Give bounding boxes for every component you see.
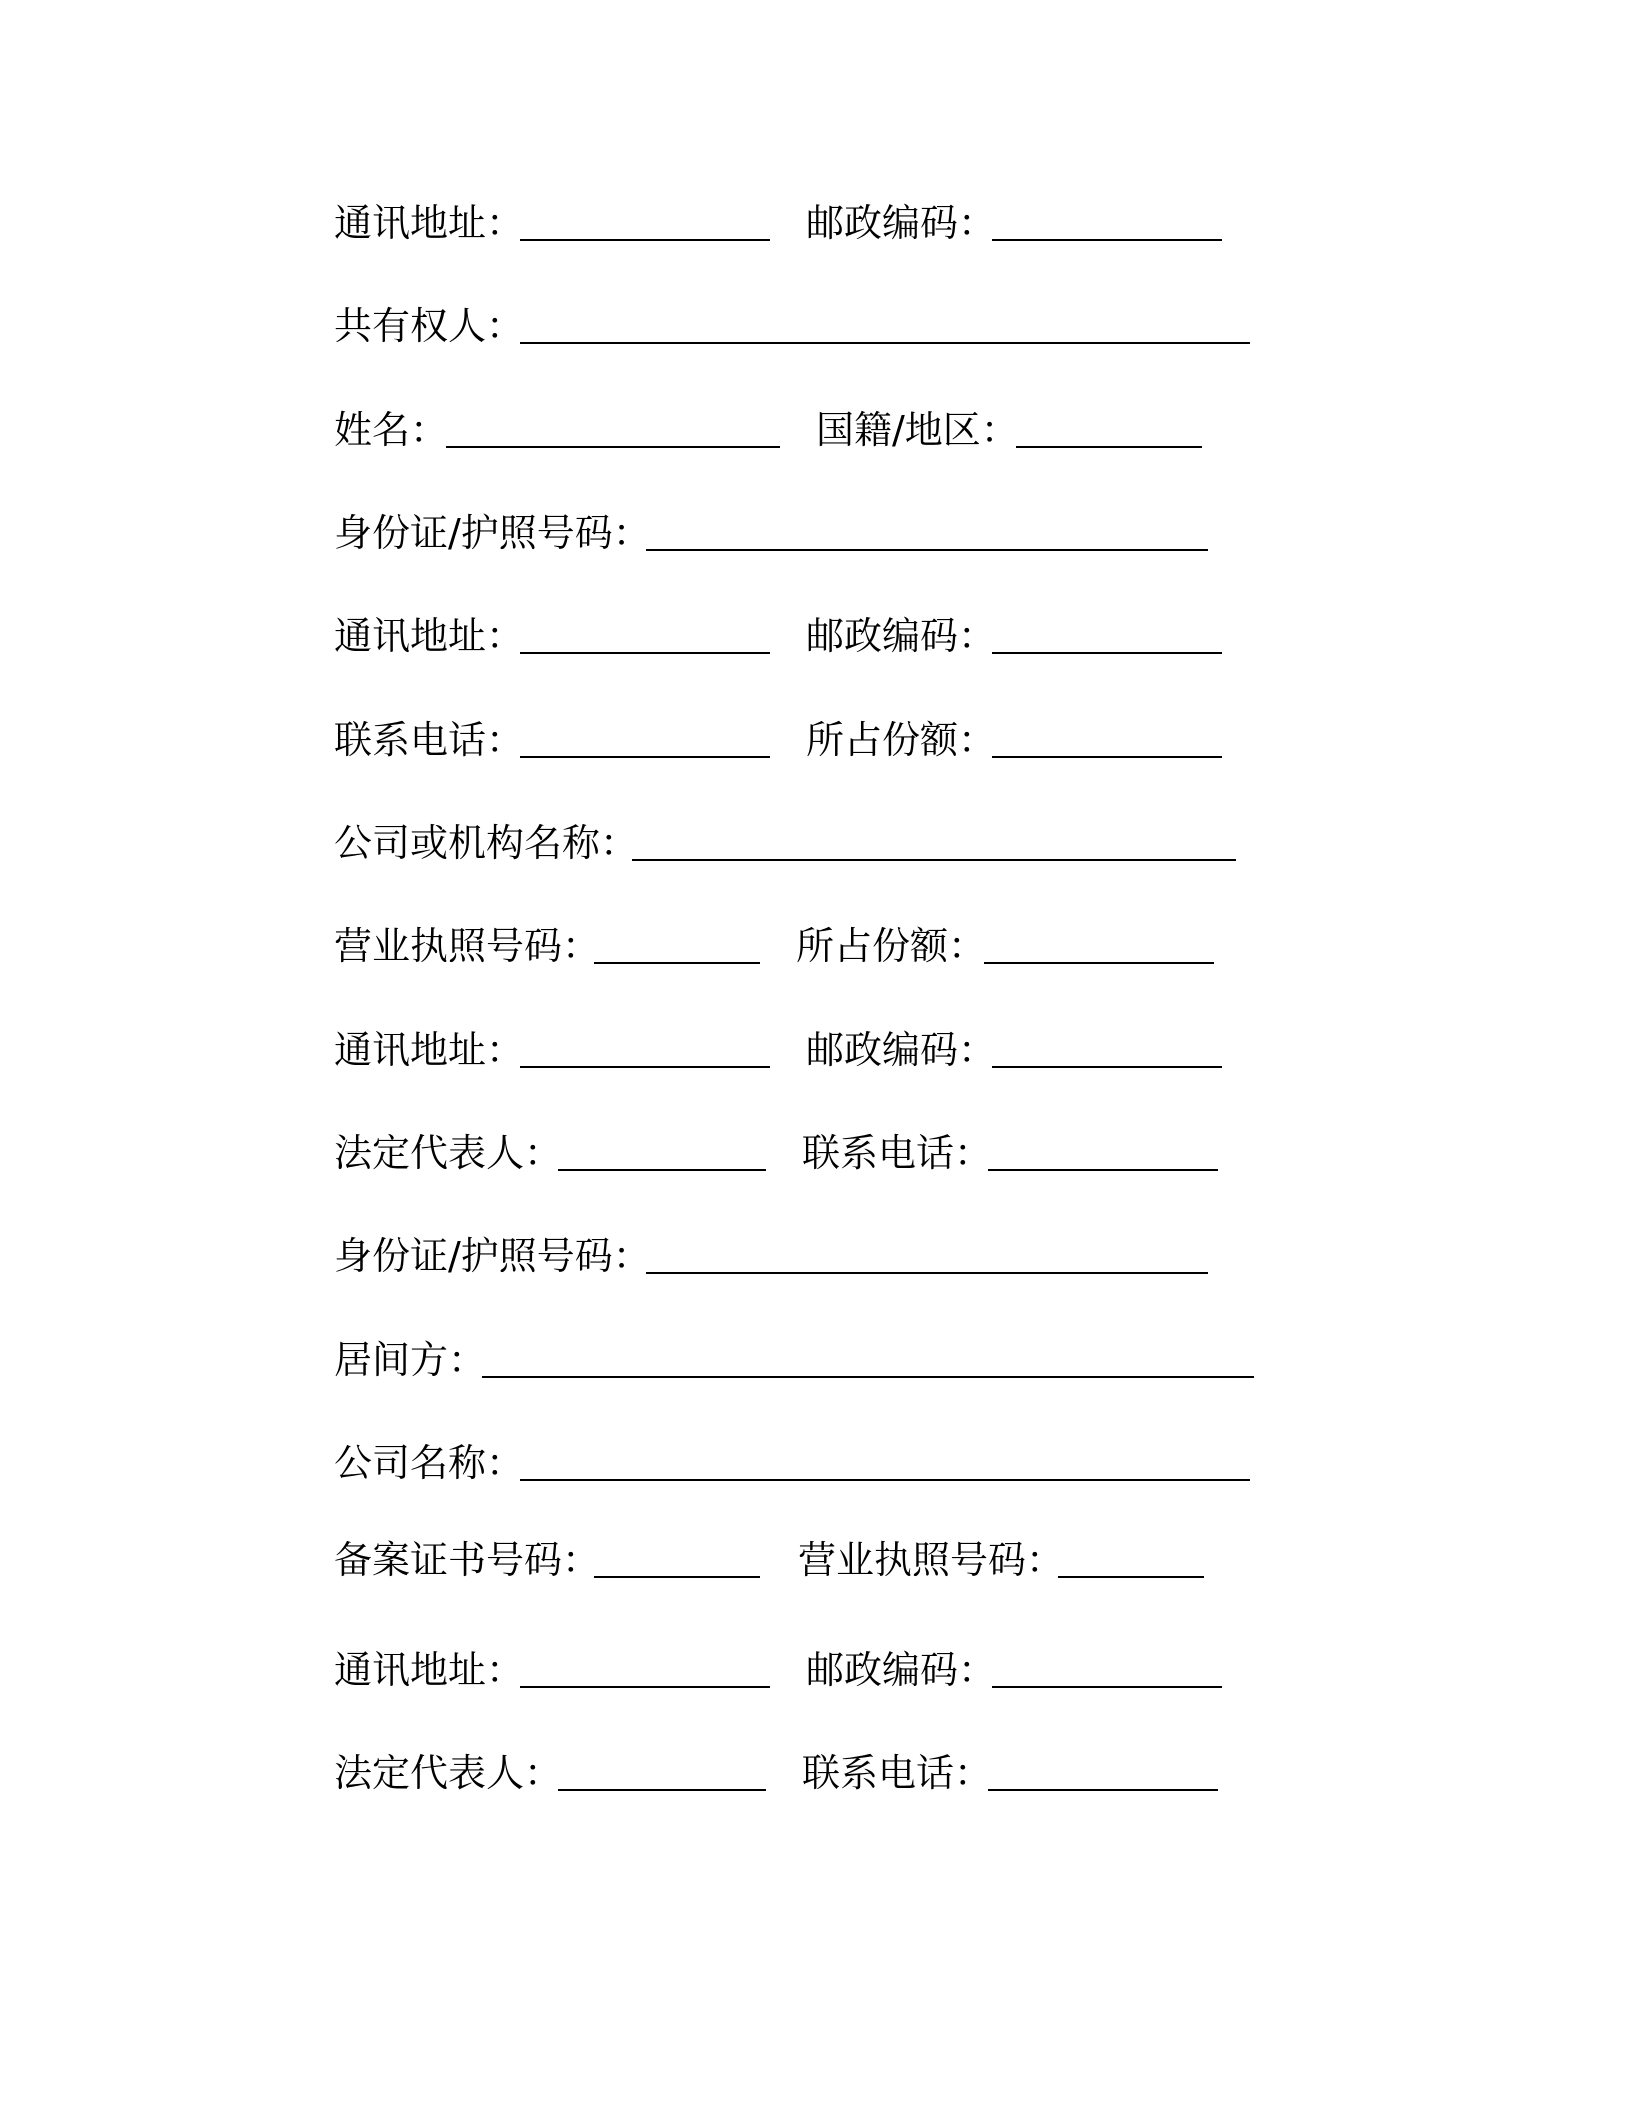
- field-label-legal-rep: 法定代表人：: [334, 1751, 563, 1795]
- field-label-business-license: 营业执照号码：: [798, 1538, 1065, 1582]
- form-row: [334, 712, 1334, 772]
- field-label-company-or-org: 公司或机构名称：: [334, 821, 639, 865]
- phone-blank[interactable]: [988, 1169, 1218, 1171]
- share-blank[interactable]: [984, 962, 1214, 964]
- field-label-address: 通讯地址：: [334, 614, 525, 658]
- field-label-phone: 联系电话：: [334, 718, 525, 762]
- address-blank[interactable]: [520, 1066, 770, 1068]
- address-blank[interactable]: [520, 1686, 770, 1688]
- postcode-blank[interactable]: [992, 1066, 1222, 1068]
- form-row: [334, 195, 1334, 255]
- form-row: [334, 608, 1334, 668]
- field-label-postcode: 邮政编码：: [806, 614, 997, 658]
- field-label-phone: 联系电话：: [802, 1751, 993, 1795]
- field-label-co-owner: 共有权人：: [334, 304, 525, 348]
- form-row: [334, 1332, 1334, 1392]
- legal-rep-blank[interactable]: [558, 1789, 766, 1791]
- company-name-blank[interactable]: [520, 1479, 1250, 1481]
- phone-blank[interactable]: [520, 756, 770, 758]
- field-label-address: 通讯地址：: [334, 201, 525, 245]
- postcode-blank[interactable]: [992, 1686, 1222, 1688]
- nationality-blank[interactable]: [1016, 446, 1202, 448]
- field-label-company-name: 公司名称：: [334, 1441, 525, 1485]
- field-label-address: 通讯地址：: [334, 1028, 525, 1072]
- field-label-postcode: 邮政编码：: [806, 1648, 997, 1692]
- field-label-address: 通讯地址：: [334, 1648, 525, 1692]
- form-row: [334, 1435, 1334, 1495]
- form-row: [334, 1745, 1334, 1805]
- field-label-share: 所占份额：: [796, 924, 987, 968]
- company-or-org-blank[interactable]: [632, 859, 1236, 861]
- business-license-blank[interactable]: [1058, 1576, 1204, 1578]
- form-row: [334, 402, 1334, 462]
- field-label-share: 所占份额：: [806, 718, 997, 762]
- field-label-postcode: 邮政编码：: [806, 1028, 997, 1072]
- form-row: [334, 918, 1334, 978]
- co-owner-blank[interactable]: [520, 342, 1250, 344]
- form-row: [334, 1125, 1334, 1185]
- filing-cert-blank[interactable]: [594, 1576, 760, 1578]
- field-label-business-license: 营业执照号码：: [334, 924, 601, 968]
- field-label-postcode: 邮政编码：: [806, 201, 997, 245]
- form-row: [334, 1532, 1334, 1592]
- form-row: [334, 1022, 1334, 1082]
- field-label-id-passport: 身份证/护照号码：: [334, 511, 651, 555]
- field-label-legal-rep: 法定代表人：: [334, 1131, 563, 1175]
- address-blank[interactable]: [520, 239, 770, 241]
- share-blank[interactable]: [992, 756, 1222, 758]
- field-label-id-passport: 身份证/护照号码：: [334, 1234, 651, 1278]
- field-label-filing-cert: 备案证书号码：: [334, 1538, 601, 1582]
- id-passport-blank[interactable]: [646, 549, 1208, 551]
- field-label-phone: 联系电话：: [802, 1131, 993, 1175]
- phone-blank[interactable]: [988, 1789, 1218, 1791]
- intermediary-blank[interactable]: [482, 1376, 1254, 1378]
- form-row: [334, 815, 1334, 875]
- postcode-blank[interactable]: [992, 652, 1222, 654]
- form-row: [334, 1642, 1334, 1702]
- field-label-intermediary: 居间方：: [334, 1338, 487, 1382]
- address-blank[interactable]: [520, 652, 770, 654]
- field-label-nationality: 国籍/地区：: [816, 408, 1019, 452]
- form-row: [334, 298, 1334, 358]
- postcode-blank[interactable]: [992, 239, 1222, 241]
- name-blank[interactable]: [446, 446, 780, 448]
- id-passport-blank[interactable]: [646, 1272, 1208, 1274]
- form-row: [334, 505, 1334, 565]
- business-license-blank[interactable]: [594, 962, 760, 964]
- field-label-name: 姓名：: [334, 408, 449, 452]
- form-row: [334, 1228, 1334, 1288]
- legal-rep-blank[interactable]: [558, 1169, 766, 1171]
